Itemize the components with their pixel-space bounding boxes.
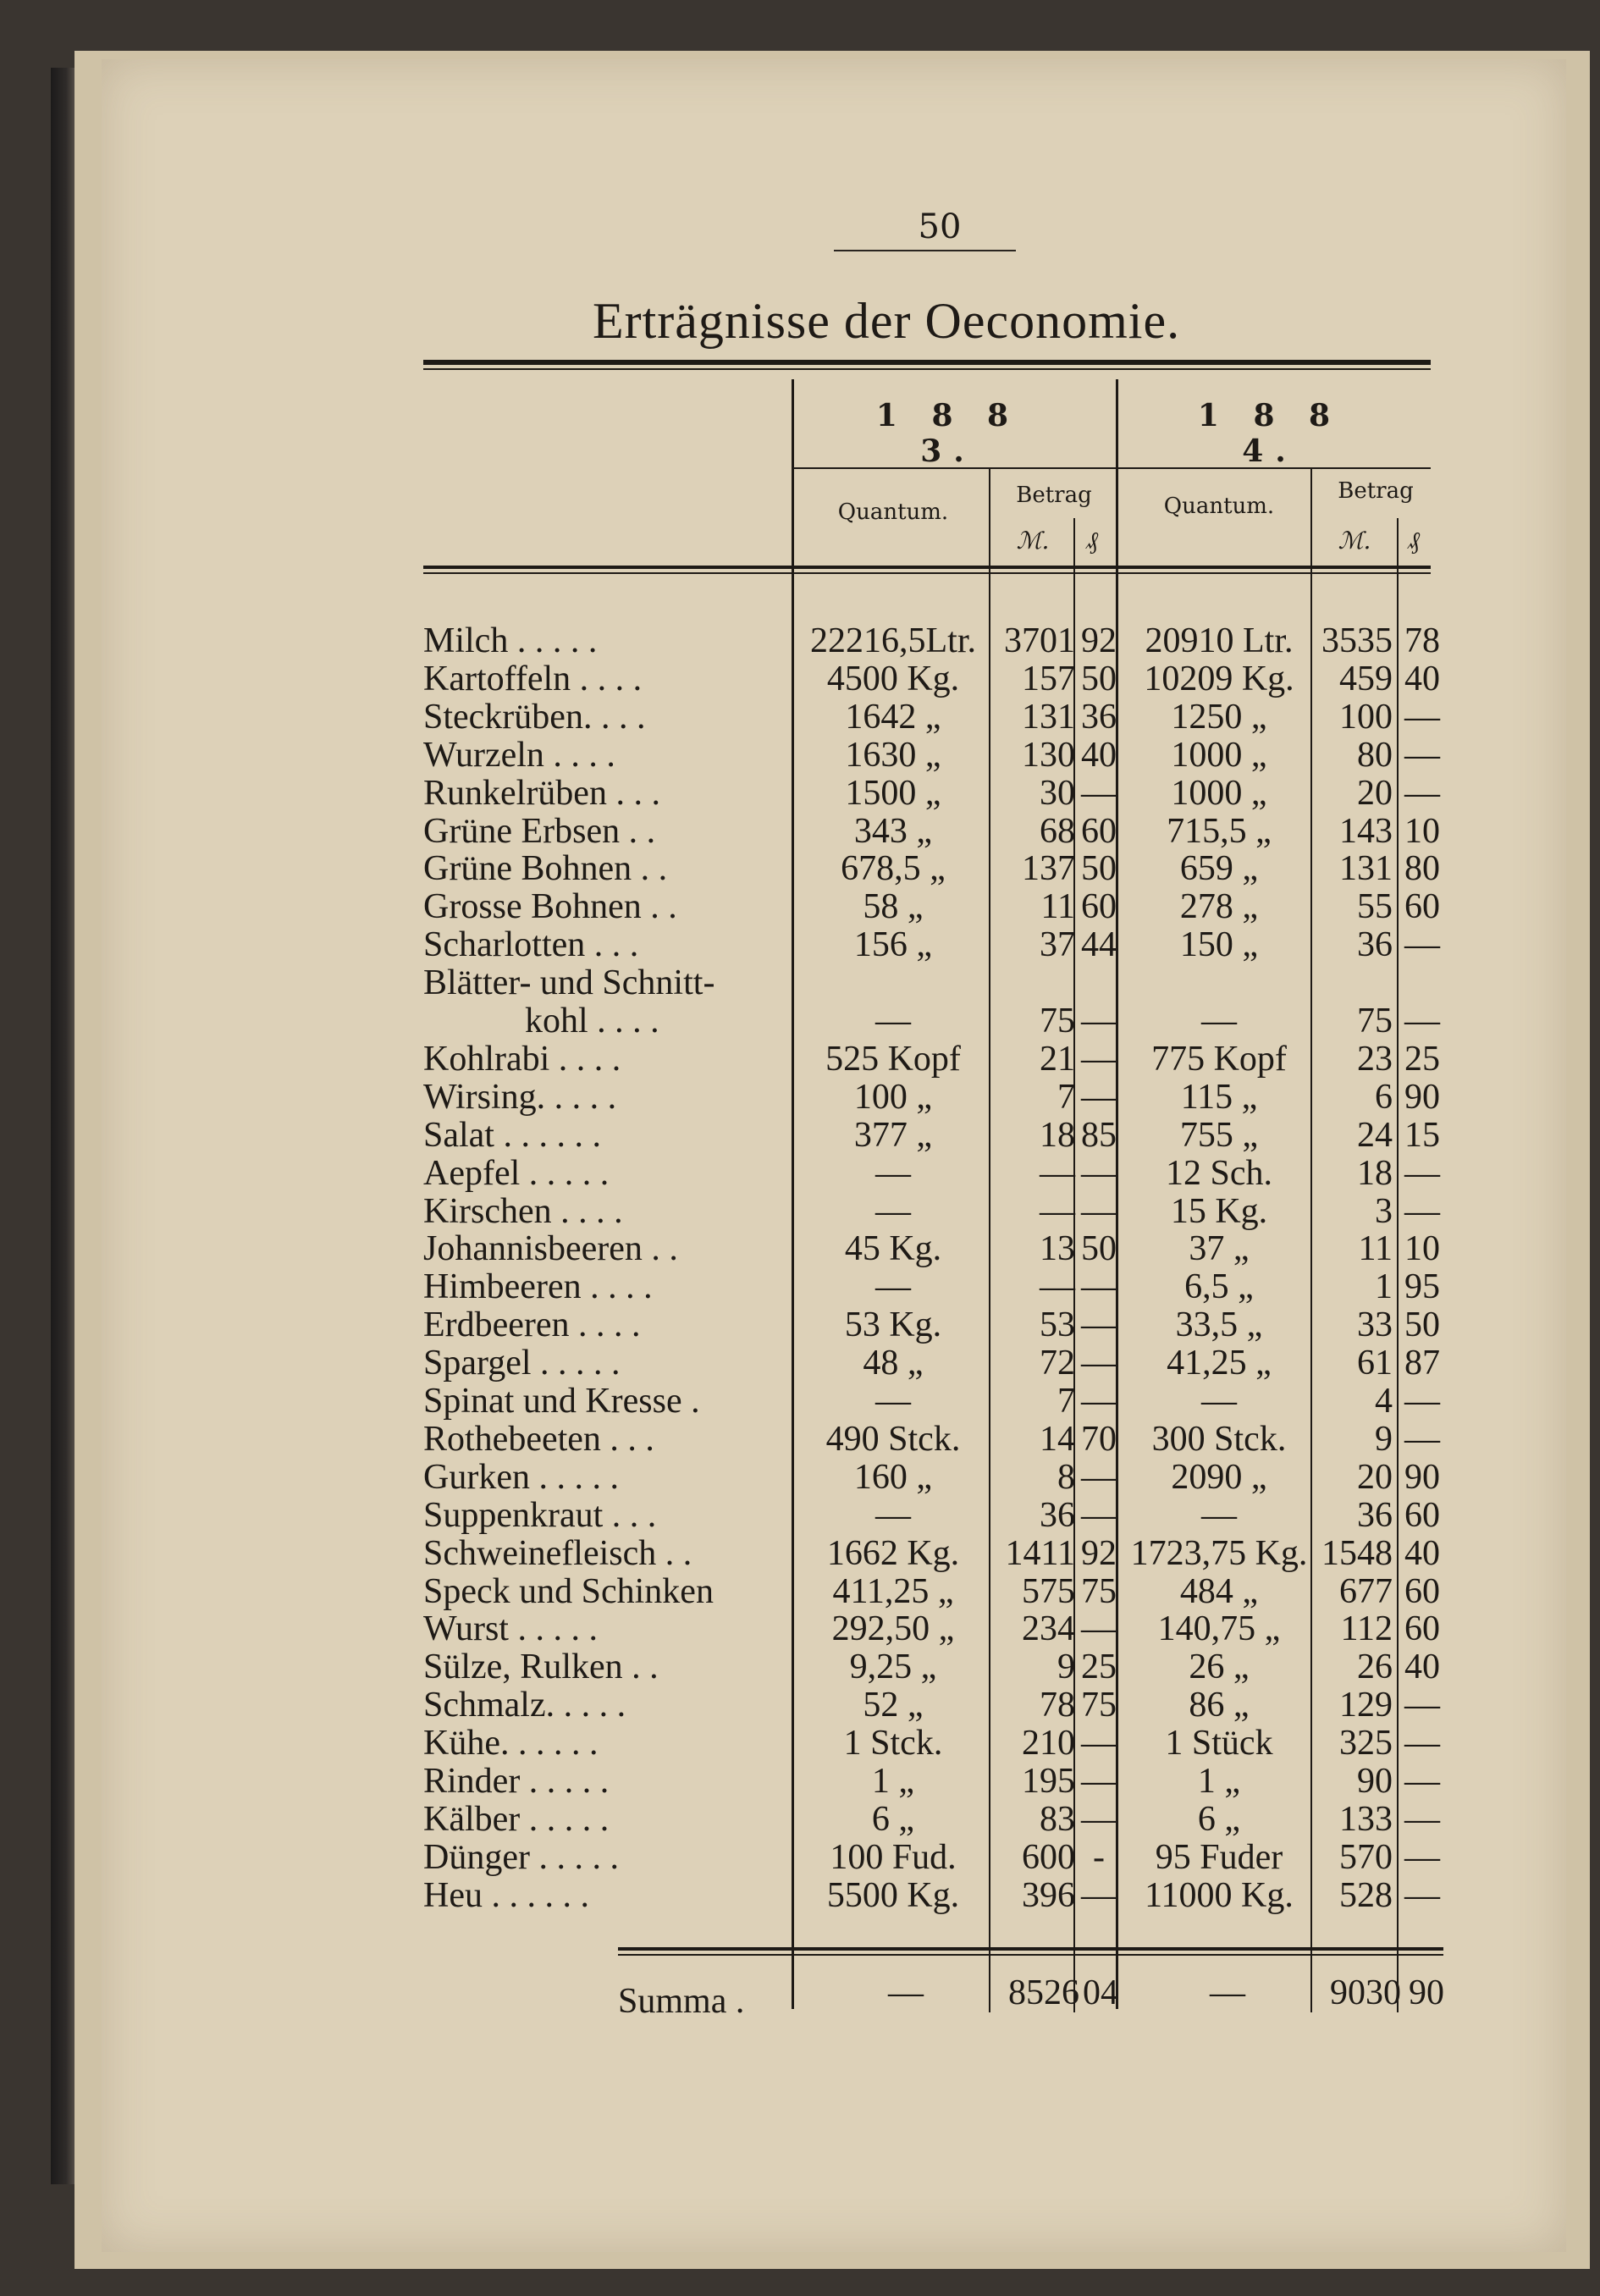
quantum-1883: — xyxy=(875,1191,911,1231)
summa-quantum-1883: — xyxy=(888,1973,924,2012)
item-name: Spinat und Kresse . xyxy=(423,1382,700,1421)
quantum-1883: 4500 Kg. xyxy=(826,659,960,698)
pfennig-1884: 87 xyxy=(1404,1344,1440,1383)
mark-1883: 210 xyxy=(1022,1724,1075,1763)
quantum-1883: 343 „ xyxy=(853,811,933,851)
pfennig-1883: — xyxy=(1081,1305,1117,1345)
pfennig-1883: 70 xyxy=(1081,1419,1117,1459)
quantum-1884: 12 Sch. xyxy=(1166,1153,1272,1193)
pfennig-1883: 92 xyxy=(1081,621,1117,660)
quantum-1883: 1642 „ xyxy=(845,697,941,737)
pfennig-1883: 50 xyxy=(1081,1229,1117,1269)
pfennig-1884: — xyxy=(1404,1002,1440,1040)
mark-1883: 600 xyxy=(1022,1837,1075,1877)
quantum-1884: 755 „ xyxy=(1179,1115,1259,1155)
quantum-1883-header: Quantum. xyxy=(837,499,949,525)
pfennig-1883: — xyxy=(1081,1153,1117,1193)
quantum-1883: 6 „ xyxy=(871,1799,915,1839)
mark-1883: 75 xyxy=(1040,1002,1075,1040)
mark-1884: 20 xyxy=(1357,1457,1393,1497)
table-row xyxy=(423,775,1439,812)
pfennig-1884: 50 xyxy=(1404,1305,1440,1345)
pfennig-1884: 90 xyxy=(1404,1077,1440,1117)
pfennig-1884: 40 xyxy=(1404,1647,1440,1687)
quantum-1884: — xyxy=(1201,1495,1237,1535)
pfennig-1883: — xyxy=(1081,1002,1117,1040)
mark-1883: 131 xyxy=(1022,697,1075,737)
mark-1884: 11 xyxy=(1358,1229,1393,1269)
mark-1883: 396 xyxy=(1022,1875,1075,1915)
quantum-1883: 53 Kg. xyxy=(844,1305,942,1345)
mark-1883: 9 xyxy=(1057,1647,1075,1687)
pfennig-1883: 75 xyxy=(1081,1571,1117,1611)
item-name: Heu . . . . . . xyxy=(423,1875,589,1915)
pfennig-1883: — xyxy=(1081,1191,1117,1231)
pfennig-1884: — xyxy=(1404,1799,1440,1839)
item-name: Runkelrüben . . . xyxy=(423,773,660,813)
table-row xyxy=(423,1763,1439,1800)
pfennig-1884: — xyxy=(1404,735,1440,775)
quantum-1884: 6 „ xyxy=(1197,1799,1241,1839)
quantum-1883: — xyxy=(875,1153,911,1193)
table-row xyxy=(423,1839,1439,1876)
quantum-1884: 41,25 „ xyxy=(1167,1344,1272,1383)
mark-1883: 37 xyxy=(1040,925,1075,965)
pfennig-1884: — xyxy=(1404,1875,1440,1915)
pfennig-1883: 50 xyxy=(1081,849,1117,889)
mark-1884: 3 xyxy=(1375,1191,1393,1231)
mark-1883: 8 xyxy=(1057,1457,1075,1497)
pfennig-1883: — xyxy=(1081,1762,1117,1801)
mark-1884: 90 xyxy=(1357,1762,1393,1801)
mark-1883: 7 xyxy=(1057,1382,1075,1421)
header-bottom-rule xyxy=(423,566,1431,569)
mark-1883: — xyxy=(1040,1267,1075,1307)
mark-1884: 129 xyxy=(1339,1686,1393,1725)
summa-top-rule-thin xyxy=(618,1954,1443,1956)
table-row xyxy=(423,1573,1439,1610)
quantum-1884: 6,5 „ xyxy=(1184,1267,1254,1307)
table-row xyxy=(423,1002,1439,1040)
mark-1883: 11 xyxy=(1040,887,1075,927)
item-name: Kühe. . . . . . xyxy=(423,1724,599,1763)
table-row xyxy=(423,1686,1439,1724)
mark-1883: 68 xyxy=(1040,811,1075,851)
quantum-1884: 1 Stück xyxy=(1165,1724,1273,1763)
mark-1884: 3535 xyxy=(1321,621,1393,660)
table-row xyxy=(423,1193,1439,1230)
quantum-1883: 525 Kopf xyxy=(825,1039,961,1079)
item-name: Gurken . . . . . xyxy=(423,1457,619,1497)
summa-mark-1883: 8526 xyxy=(1008,1973,1079,2012)
item-name: Kohlrabi . . . . xyxy=(423,1039,621,1079)
quantum-1883: 45 Kg. xyxy=(844,1229,942,1269)
pfennig-1884: — xyxy=(1404,1837,1440,1877)
mark-1884: 6 xyxy=(1375,1077,1393,1117)
quantum-1884: — xyxy=(1201,1382,1237,1421)
item-name: Schmalz. . . . . xyxy=(423,1686,626,1725)
mark-1884: 9 xyxy=(1375,1419,1393,1459)
pfennig-1883: — xyxy=(1081,1382,1117,1421)
item-name: Rinder . . . . . xyxy=(423,1762,610,1801)
pfennig-1883: — xyxy=(1081,773,1117,813)
pfennig-1884: — xyxy=(1404,925,1440,965)
item-name: kohl . . . . xyxy=(525,1002,659,1040)
item-name: Kälber . . . . . xyxy=(423,1799,610,1839)
quantum-1884: 115 „ xyxy=(1180,1077,1258,1117)
table-row xyxy=(423,1877,1439,1914)
pfennig-1883: — xyxy=(1081,1724,1117,1763)
mark-1883: 575 xyxy=(1022,1571,1075,1611)
quantum-1884: 2090 „ xyxy=(1171,1457,1267,1497)
table-row xyxy=(423,1040,1439,1078)
mark-1883: 13 xyxy=(1040,1229,1075,1269)
pfennig-1883: 60 xyxy=(1081,887,1117,927)
pfennig-1884-header: ₰ xyxy=(1408,527,1420,555)
mark-1883: 234 xyxy=(1022,1609,1075,1649)
mark-1883: 130 xyxy=(1022,735,1075,775)
quantum-1884-header: Quantum. xyxy=(1163,494,1275,519)
mark-1884: 131 xyxy=(1339,849,1393,889)
quantum-1884: 11000 Kg. xyxy=(1145,1875,1294,1915)
mark-1884: 26 xyxy=(1357,1647,1393,1687)
mark-1884: 143 xyxy=(1339,811,1393,851)
item-name: Wirsing. . . . . xyxy=(423,1077,617,1117)
pfennig-1884: 60 xyxy=(1404,1609,1440,1649)
mark-1883: 21 xyxy=(1040,1039,1075,1079)
pfennig-1884: — xyxy=(1404,773,1440,813)
pfennig-1883: — xyxy=(1081,1799,1117,1839)
mark-1884: 20 xyxy=(1357,773,1393,813)
item-name: Himbeeren . . . . xyxy=(423,1267,653,1307)
mark-1884: 18 xyxy=(1357,1153,1393,1193)
table-row xyxy=(423,1344,1439,1382)
pfennig-1883: — xyxy=(1081,1267,1117,1307)
mark-1884: 570 xyxy=(1339,1837,1393,1877)
table-row xyxy=(423,813,1439,850)
item-name: Spargel . . . . . xyxy=(423,1344,621,1383)
quantum-1883: 1 Stck. xyxy=(843,1724,943,1763)
pfennig-1884: 80 xyxy=(1404,849,1440,889)
pfennig-1884: 40 xyxy=(1404,1533,1440,1573)
mark-1883: — xyxy=(1040,1153,1075,1193)
quantum-1883: — xyxy=(875,1495,911,1535)
item-name: Grosse Bohnen . . xyxy=(423,887,677,927)
item-name: Rothebeeten . . . xyxy=(423,1419,654,1459)
mark-1884: 4 xyxy=(1375,1382,1393,1421)
quantum-1883: 1630 „ xyxy=(845,735,941,775)
quantum-1884: 775 Kopf xyxy=(1151,1039,1287,1079)
mark-1884: 1 xyxy=(1375,1267,1393,1307)
quantum-1884: 33,5 „ xyxy=(1175,1305,1263,1345)
item-name: Wurzeln . . . . xyxy=(423,735,615,775)
pfennig-1883: - xyxy=(1093,1837,1105,1877)
mark-1884: 33 xyxy=(1357,1305,1393,1345)
item-name: Johannisbeeren . . xyxy=(423,1229,678,1269)
mark-1884: 80 xyxy=(1357,735,1393,775)
mark-1884: 55 xyxy=(1357,887,1393,927)
mark-1884: 61 xyxy=(1357,1344,1393,1383)
mark-1884: 528 xyxy=(1339,1875,1393,1915)
quantum-1884: 26 „ xyxy=(1189,1647,1250,1687)
summa-mark-1884: 9030 xyxy=(1330,1973,1401,2012)
quantum-1884: 715,5 „ xyxy=(1167,811,1272,851)
pfennig-1884: — xyxy=(1404,1762,1440,1801)
summa-pfennig-1883: 04 xyxy=(1083,1973,1118,2012)
pfennig-1883: — xyxy=(1081,1495,1117,1535)
pfennig-1883: 36 xyxy=(1081,697,1117,737)
mark-1884: 24 xyxy=(1357,1115,1393,1155)
table-row xyxy=(423,850,1439,887)
quantum-1884: 37 „ xyxy=(1189,1229,1250,1269)
pfennig-1883: 25 xyxy=(1081,1647,1117,1687)
page-number-rule xyxy=(834,250,1016,251)
betrag-1883-header: Betrag xyxy=(1016,483,1092,508)
quantum-1883: — xyxy=(875,1002,911,1040)
mark-1884: 325 xyxy=(1339,1724,1393,1763)
header-top-rule-thin xyxy=(423,368,1431,370)
mark-1883: 36 xyxy=(1040,1495,1075,1535)
quantum-1883: 100 Fud. xyxy=(830,1837,957,1877)
quantum-1883: 411,25 „ xyxy=(832,1571,954,1611)
pfennig-1883: 40 xyxy=(1081,735,1117,775)
mark-1883: 18 xyxy=(1040,1115,1075,1155)
pfennig-1883: 92 xyxy=(1081,1533,1117,1573)
mark-1883: 14 xyxy=(1040,1419,1075,1459)
item-name: Kartoffeln . . . . xyxy=(423,659,643,698)
quantum-1884: 10209 Kg. xyxy=(1144,659,1294,698)
quantum-1884: — xyxy=(1201,1002,1237,1040)
mark-1884: 677 xyxy=(1339,1571,1393,1611)
quantum-1883: 100 „ xyxy=(853,1077,933,1117)
mark-1883: 137 xyxy=(1022,849,1075,889)
quantum-1883: 22216,5Ltr. xyxy=(810,621,976,660)
pfennig-1884: 15 xyxy=(1404,1115,1440,1155)
quantum-1883: 292,50 „ xyxy=(831,1609,955,1649)
table-row xyxy=(423,926,1439,963)
pfennig-1883: 75 xyxy=(1081,1686,1117,1725)
quantum-1884: 659 „ xyxy=(1179,849,1259,889)
mark-1883: 1411 xyxy=(1005,1533,1075,1573)
pfennig-1884: 10 xyxy=(1404,1229,1440,1269)
quantum-1883: 48 „ xyxy=(863,1344,924,1383)
mark-1884: 133 xyxy=(1339,1799,1393,1839)
betrag-1884-header: Betrag xyxy=(1338,478,1414,504)
summa-quantum-1884: — xyxy=(1210,1973,1245,2012)
item-name: Grüne Erbsen . . xyxy=(423,811,656,851)
pfennig-1884: 40 xyxy=(1404,659,1440,698)
quantum-1883: 678,5 „ xyxy=(841,849,946,889)
quantum-1884: 1723,75 Kg. xyxy=(1130,1533,1308,1573)
pfennig-1884: — xyxy=(1404,1724,1440,1763)
quantum-1883: 5500 Kg. xyxy=(826,1875,960,1915)
mark-1884: 75 xyxy=(1357,1002,1393,1040)
quantum-1884: 1 „ xyxy=(1197,1762,1241,1801)
quantum-1883: 1662 Kg. xyxy=(826,1533,960,1573)
pfennig-1884: — xyxy=(1404,1686,1440,1725)
item-name: Scharlotten . . . xyxy=(423,925,639,965)
page-number: 50 xyxy=(918,207,962,246)
quantum-1884: 1000 „ xyxy=(1171,773,1267,813)
pfennig-1883: — xyxy=(1081,1344,1117,1383)
mark-1883: 157 xyxy=(1022,659,1075,698)
mark-1884: 100 xyxy=(1339,697,1393,737)
quantum-1884: 1250 „ xyxy=(1171,697,1267,737)
item-name: Schweinefleisch . . xyxy=(423,1533,692,1573)
mark-1883: 78 xyxy=(1040,1686,1075,1725)
table-row xyxy=(423,1648,1439,1686)
table-row xyxy=(423,1535,1439,1572)
pfennig-1884: — xyxy=(1404,1191,1440,1231)
quantum-1884: 140,75 „ xyxy=(1157,1609,1281,1649)
quantum-1884: 1000 „ xyxy=(1171,735,1267,775)
pfennig-1884: 95 xyxy=(1404,1267,1440,1307)
quantum-1884: 150 „ xyxy=(1179,925,1259,965)
mark-1883: 72 xyxy=(1040,1344,1075,1383)
pfennig-1883: — xyxy=(1081,1077,1117,1117)
pfennig-1884: 78 xyxy=(1404,621,1440,660)
table-row xyxy=(423,1268,1439,1305)
table-row xyxy=(423,660,1439,698)
pfennig-1883: — xyxy=(1081,1609,1117,1649)
item-name: Sülze, Rulken . . xyxy=(423,1647,659,1687)
mark-1883: — xyxy=(1040,1191,1075,1231)
table-row xyxy=(423,1801,1439,1838)
pfennig-1883: 44 xyxy=(1081,925,1117,965)
quantum-1884: 15 Kg. xyxy=(1170,1191,1268,1231)
summa-label: Summa . xyxy=(618,1982,745,2021)
table-row xyxy=(423,622,1439,660)
quantum-1884: 300 Stck. xyxy=(1151,1419,1287,1459)
item-name: Dünger . . . . . xyxy=(423,1837,619,1877)
quantum-1884: 484 „ xyxy=(1179,1571,1259,1611)
summa-pfennig-1884: 90 xyxy=(1409,1973,1444,2012)
table-row xyxy=(423,1725,1439,1762)
item-name: Suppenkraut . . . xyxy=(423,1495,657,1535)
mark-1883: 7 xyxy=(1057,1077,1075,1117)
pfennig-1883: — xyxy=(1081,1039,1117,1079)
table-row xyxy=(423,1497,1439,1534)
quantum-1884: 20910 Ltr. xyxy=(1145,621,1294,660)
pfennig-1884: 25 xyxy=(1404,1039,1440,1079)
item-name: Milch . . . . . xyxy=(423,621,598,660)
quantum-1883: — xyxy=(875,1267,911,1307)
mark-1884: 23 xyxy=(1357,1039,1393,1079)
mark-1884: 459 xyxy=(1339,659,1393,698)
quantum-1883: 1 „ xyxy=(871,1762,915,1801)
table-row xyxy=(423,1155,1439,1192)
mark-1884-header: ℳ. xyxy=(1338,527,1371,555)
header-bottom-rule-thin xyxy=(423,572,1431,574)
year-1883-header: 1 8 8 3. xyxy=(875,398,1021,469)
pfennig-1884: — xyxy=(1404,697,1440,737)
pfennig-1884: 60 xyxy=(1404,887,1440,927)
pfennig-1883: 85 xyxy=(1081,1115,1117,1155)
pfennig-1883-header: ₰ xyxy=(1086,527,1098,555)
mark-1884: 36 xyxy=(1357,1495,1393,1535)
pfennig-1883: — xyxy=(1081,1457,1117,1497)
mark-1883: 83 xyxy=(1040,1799,1075,1839)
summa-top-rule xyxy=(618,1947,1443,1951)
item-name: Blätter- und Schnitt- xyxy=(423,963,715,1003)
pfennig-1883: 50 xyxy=(1081,659,1117,698)
mark-1883-header: ℳ. xyxy=(1016,527,1050,555)
pfennig-1884: 90 xyxy=(1404,1457,1440,1497)
item-name: Aepfel . . . . . xyxy=(423,1153,610,1193)
quantum-1883: — xyxy=(875,1382,911,1421)
table-row xyxy=(423,1610,1439,1647)
quantum-1883: 9,25 „ xyxy=(849,1647,937,1687)
pfennig-1883: 60 xyxy=(1081,811,1117,851)
item-name: Speck und Schinken xyxy=(423,1571,714,1611)
table-row xyxy=(423,888,1439,925)
table-row xyxy=(423,1306,1439,1344)
mark-1883: 3701 xyxy=(1004,621,1075,660)
pfennig-1883: — xyxy=(1081,1875,1117,1915)
item-name: Erdbeeren . . . . xyxy=(423,1305,641,1345)
table-row xyxy=(423,1230,1439,1267)
quantum-1883: 377 „ xyxy=(853,1115,933,1155)
table-row xyxy=(423,1383,1439,1420)
table-row xyxy=(423,698,1439,736)
pfennig-1884: 10 xyxy=(1404,811,1440,851)
mark-1883: 195 xyxy=(1022,1762,1075,1801)
item-name: Grüne Bohnen . . xyxy=(423,849,668,889)
table-row xyxy=(423,1459,1439,1496)
book-binding xyxy=(51,68,76,2184)
quantum-1884: 86 „ xyxy=(1189,1686,1250,1725)
mark-1883: 30 xyxy=(1040,773,1075,813)
quantum-1883: 490 Stck. xyxy=(825,1419,961,1459)
item-name: Wurst . . . . . xyxy=(423,1609,598,1649)
table-row xyxy=(423,1117,1439,1154)
table-row xyxy=(423,1421,1439,1458)
mark-1884: 1548 xyxy=(1321,1533,1393,1573)
item-name: Salat . . . . . . xyxy=(423,1115,601,1155)
year-1884-header: 1 8 8 4. xyxy=(1197,398,1343,469)
table-row xyxy=(423,737,1439,774)
pfennig-1884: — xyxy=(1404,1419,1440,1459)
quantum-1883: 160 „ xyxy=(853,1457,933,1497)
quantum-1883: 52 „ xyxy=(863,1686,924,1725)
table-row xyxy=(423,964,1439,1002)
item-name: Kirschen . . . . xyxy=(423,1191,623,1231)
table-row xyxy=(423,1079,1439,1116)
pfennig-1884: 60 xyxy=(1404,1571,1440,1611)
header-top-rule xyxy=(423,360,1431,365)
quantum-1883: 1500 „ xyxy=(845,773,941,813)
mark-1884: 112 xyxy=(1340,1609,1393,1649)
quantum-1884: 278 „ xyxy=(1179,887,1259,927)
item-name: Steckrüben. . . . xyxy=(423,697,646,737)
pfennig-1884: — xyxy=(1404,1153,1440,1193)
quantum-1883: 156 „ xyxy=(853,925,933,965)
page-title: Erträgnisse der Oeconomie. xyxy=(593,293,1181,349)
pfennig-1884: 60 xyxy=(1404,1495,1440,1535)
quantum-1884: 95 Fuder xyxy=(1155,1837,1283,1877)
mark-1884: 36 xyxy=(1357,925,1393,965)
pfennig-1884: — xyxy=(1404,1382,1440,1421)
mark-1883: 53 xyxy=(1040,1305,1075,1345)
quantum-1883: 58 „ xyxy=(863,887,924,927)
